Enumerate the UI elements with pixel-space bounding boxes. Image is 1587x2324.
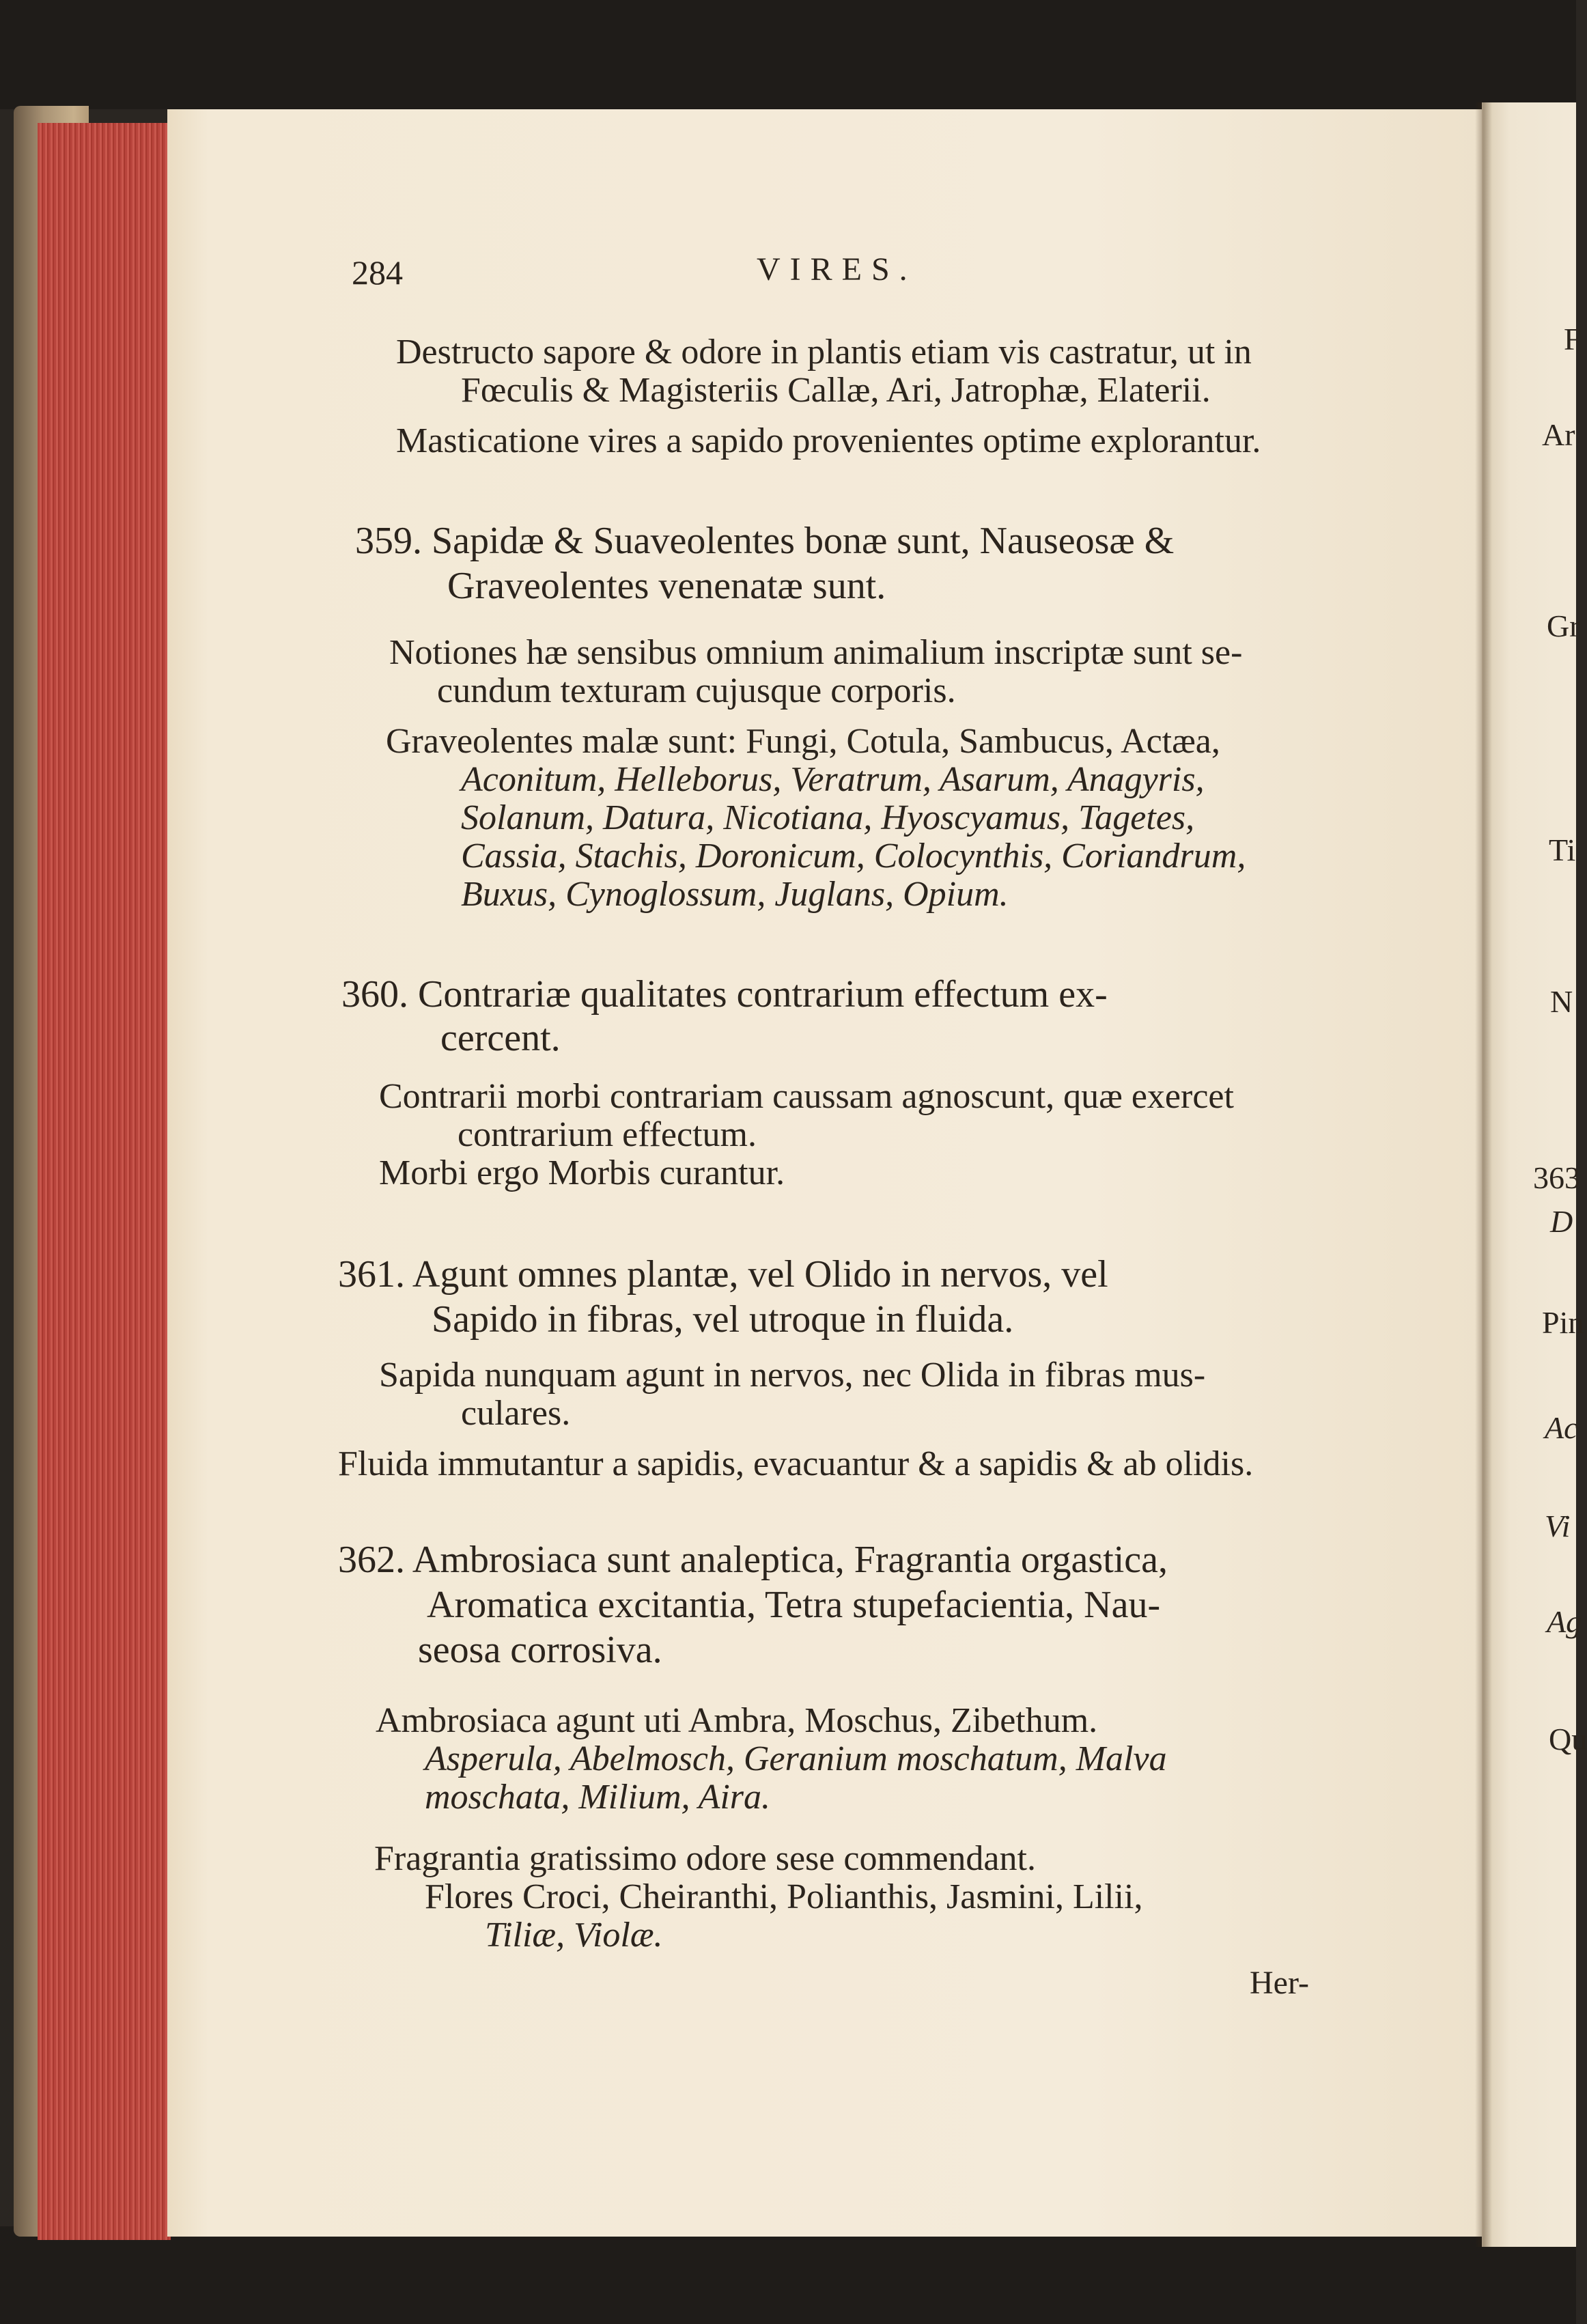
section-heading-361: 361. Agunt omnes plantæ, vel Olido in nervos, vel [338, 1253, 1108, 1296]
adjacent-page-fragment: Vi [1545, 1509, 1571, 1543]
section-heading-359: 359. Sapidæ & Suaveolentes bonæ sunt, Nauseosæ & [355, 520, 1175, 562]
section-heading-362-cont2: seosa corrosiva. [418, 1629, 662, 1671]
gutter-shadow [1475, 102, 1492, 2247]
text-line: contrarium effectum. [458, 1115, 757, 1154]
text-line: Asperula, Abelmosch, Geranium moschatum, Malva [425, 1739, 1167, 1778]
text-line: Graveolentes malæ sunt: Fungi, Cotula, Sambucus, Actæa, [386, 722, 1220, 761]
adjacent-page-fragment: 363 [1533, 1160, 1580, 1195]
text-line: Destructo sapore & odore in plantis etiam vis castratur, ut in [396, 333, 1252, 372]
adjacent-page-fragment: Ag [1547, 1604, 1582, 1639]
adjacent-page-fragment: D [1550, 1204, 1573, 1239]
section-heading-362-cont: Aromatica excitantia, Tetra stupefacientia, Nau- [427, 1584, 1161, 1626]
text-line: Flores Croci, Cheiranthi, Polianthis, Jasmini, Lilii, [425, 1877, 1143, 1916]
adjacent-page-fragment: Gr [1547, 608, 1580, 643]
text-line: Aconitum, Helleborus, Veratrum, Asarum, Anagyris, [461, 760, 1205, 799]
text-line: Sapida nunquam agunt in nervos, nec Olida in fibras mus- [379, 1356, 1206, 1395]
text-line: culares. [461, 1394, 571, 1433]
section-heading-360: 360. Contrariæ qualitates contrarium effectum ex- [341, 973, 1108, 1016]
text-line: moschata, Milium, Aira. [425, 1778, 771, 1817]
text-line: Fœculis & Magisteriis Callæ, Ari, Jatrophæ, Elaterii. [461, 371, 1211, 410]
running-head: VIRES. [757, 251, 917, 288]
text-line: Notiones hæ sensibus omnium animalium inscriptæ sunt se- [389, 633, 1243, 672]
section-heading-359-cont: Graveolentes venenatæ sunt. [447, 565, 886, 607]
adjacent-page-fragment: F [1564, 322, 1582, 356]
adjacent-page-fragment: N [1550, 984, 1573, 1019]
adjacent-page-fragment: Ar [1542, 417, 1575, 452]
adjacent-page-fragment: Pin [1542, 1305, 1584, 1340]
background-bottom [0, 2226, 1576, 2324]
text-line: Masticatione vires a sapido provenientes optime explorantur. [396, 421, 1261, 460]
section-heading-360-cont: cercent. [440, 1017, 561, 1059]
text-line: cundum texturam cujusque corporis. [437, 671, 956, 710]
background-top [0, 0, 1576, 109]
text-line: Buxus, Cynoglossum, Juglans, Opium. [461, 875, 1009, 914]
text-line: Tiliæ, Violæ. [485, 1916, 663, 1955]
text-line: Cassia, Stachis, Doronicum, Colocynthis, Coriandrum, [461, 837, 1246, 876]
adjacent-page-fragment: Ac [1545, 1410, 1578, 1445]
text-line: Contrarii morbi contrariam caussam agnoscunt, quæ exercet [379, 1077, 1234, 1116]
page-number: 284 [352, 253, 403, 292]
text-line: Morbi ergo Morbis curantur. [379, 1153, 785, 1192]
text-line: Fragrantia gratissimo odore sese commendant. [374, 1839, 1036, 1878]
adjacent-page-fragment: Qu [1549, 1722, 1587, 1756]
section-heading-361-cont: Sapido in fibras, vel utroque in fluida. [432, 1298, 1014, 1341]
text-line: Fluida immutantur a sapidis, evacuantur & a sapidis & ab olidis. [338, 1444, 1254, 1483]
text-line: Solanum, Datura, Nicotiana, Hyoscyamus, Tagetes, [461, 798, 1195, 837]
red-page-edges [38, 123, 171, 2240]
adjacent-page-fragment: Ti [1549, 832, 1576, 867]
section-heading-362: 362. Ambrosiaca sunt analeptica, Fragrantia orgastica, [338, 1539, 1168, 1581]
text-line: Ambrosiaca agunt uti Ambra, Moschus, Zibethum. [376, 1701, 1098, 1740]
catchword: Her- [1250, 1965, 1309, 2001]
